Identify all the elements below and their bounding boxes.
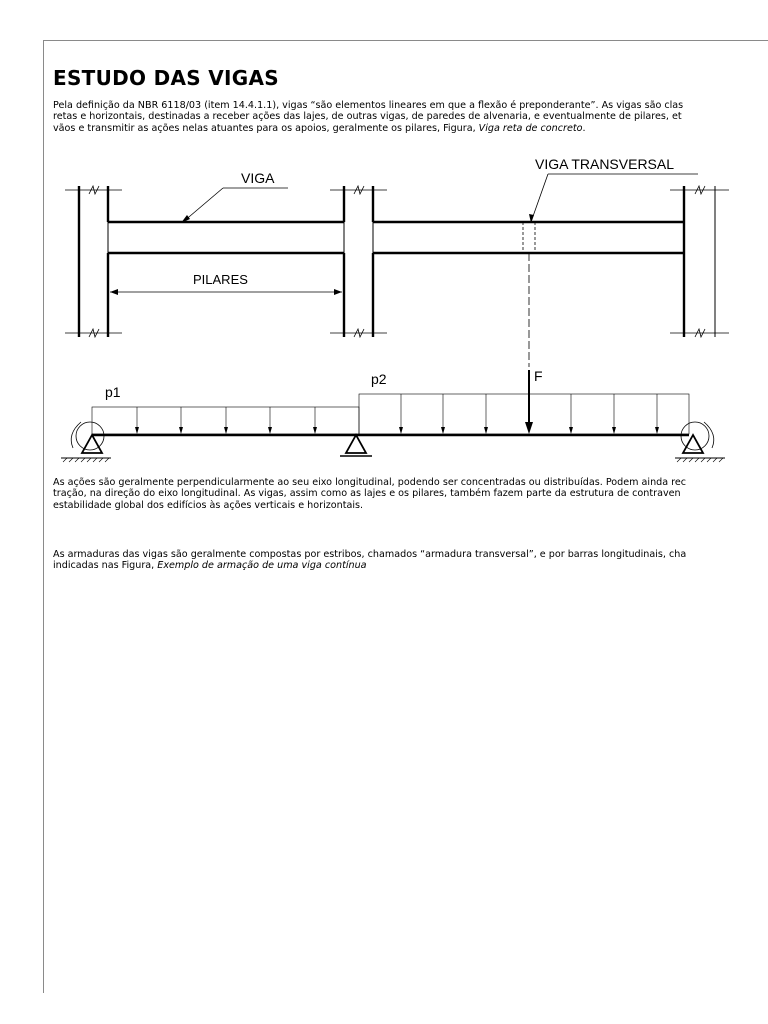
beam-figure [53, 152, 768, 472]
intro-line-2: retas e horizontais, destinadas a receber ações das lajes, de outras vigas, de paredes de alvenaria, e eventualmente de pilares, et [53, 111, 682, 123]
reinforcement-paragraph [53, 549, 686, 572]
para2-line-3: estabilidade global dos edifícios às ações verticais e horizontais. [53, 499, 364, 511]
loads-paragraph [53, 477, 686, 511]
figure-reference-link: Viga reta de concreto [478, 122, 583, 134]
intro-line-3: vãos e transmitir as ações nelas atuantes para os apoios, geralmente os pilares, Figura, [53, 122, 479, 134]
beam-elevation-drawing [65, 174, 729, 367]
page-title: ESTUDO DAS VIGAS [53, 66, 279, 90]
intro-line-1: Pela definição da NBR 6118/03 (item 14.4.1.1), vigas “são elementos lineares em que a flexão é preponderante”. As vigas são clas [53, 100, 684, 111]
load-arrowheads [135, 422, 659, 434]
beam-diagram [53, 152, 768, 472]
document-body [53, 66, 768, 996]
label-p1: p1 [105, 384, 121, 400]
intro-paragraph: Pela definição da NBR 6118/03 (item 14.4.1.1), vigas “são elementos lineares em que a flexão é preponderante”. As vigas são clas retas e horizontais, destinadas a receber ações das lajes, de outras vigas, de paredes de alvenaria, e eventualmente de pilares, et vãos e transmitir as ações nelas atuantes para os apoios, geralmente os pilares, Figura, Viga reta de concreto. [53, 100, 684, 134]
para2-line-1: As ações são geralmente perpendicularmente ao seu eixo longitudinal, podendo ser concentradas ou distribuídas. Podem ainda rec [53, 477, 687, 488]
figure-reference-armacao: Exemplo de armação de uma viga contínua [157, 560, 367, 572]
para3-line-2: indicadas nas Figura, [53, 560, 158, 572]
label-p2: p2 [371, 371, 387, 387]
load-scheme-drawing [61, 370, 725, 462]
label-pilares: PILARES [193, 272, 248, 287]
leader-arrowheads [110, 214, 534, 295]
label-f: F [534, 368, 543, 384]
label-viga: VIGA [241, 170, 275, 186]
para3-line-1: As armaduras das vigas são geralmente compostas por estribos, chamados “armadura transversal”, e por barras longitudinais, cha [53, 549, 687, 560]
label-viga-transversal: VIGA TRANSVERSAL [535, 156, 675, 172]
para2-line-2: tração, na direção do eixo longitudinal. As vigas, assim como as lajes e os pilares, também fazem parte da estrutura de contraven [53, 488, 681, 500]
